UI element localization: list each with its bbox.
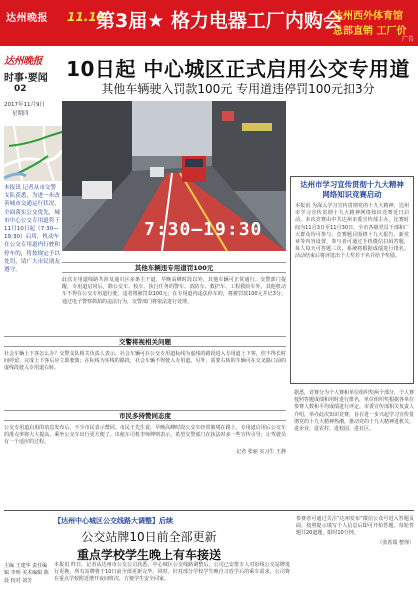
- section-2-body: 社会车辆上下客怎么办？交警支队相关负责人表示，社会车辆可在公交专用道标线为虚线的路段进入专用道上下客，但不得长时间停留，完成上下客后应立即驶离；在标线为实线的路段，社会车辆不得驶入专用道。另外，需要右转的车辆可在交叉路口前的虚线段驶入专用道右转。: [4, 351, 286, 372]
- issue-date: 2017年11月9日: [4, 102, 45, 108]
- ad-date: 11.18: [67, 10, 105, 24]
- sidebar-footer: [296, 516, 414, 547]
- sidebar-title-line2: 网络知识竞赛启动: [322, 190, 382, 199]
- ad-brand: 达州晚报: [6, 13, 48, 24]
- section-1-body: 此次专用道线路共涉及通川区多条主干道，早晚高峰时段以外，其他车辆可正常通行。交警部门提醒，专用道启用后，除公交车、校车、执行任务的警车、消防车、救护车、工程救险车外，其他机动车不得在公交专用道行驶，违者将被罚款100元；在专用道内违法停车的，将被罚款100元并记3分。通过电子警察抓拍的违法行为，交警部门将依法进行处理。: [62, 277, 286, 305]
- sidebar-continued: 据悉，竞赛分为个人赛和单位组织奖两个部分，个人赛按照答题成绩和用时进行排名，单位组织奖根据各单位参赛人数和平均成绩进行评定。市委宣传部相关负责人介绍，举办此次知识竞赛，旨在进一步兴起学习宣传贯彻党的十九大精神热潮，推动党的十九大精神进机关、进企业、进农村、进校园、进社区。: [294, 390, 415, 433]
- sidebar-title-line1: 达州市学习宣传贯彻十九大精神: [300, 180, 404, 189]
- bottom-article-body: 本报讯 昨日，记者从达州市公交公司获悉，中心城区公交线路调整后，公司已安排专人对沿线公交站牌进行更换，所有站牌将于10日前全部更新完毕。同时，针对部分学校学生晚自习放学后的乘车需求，公司将在重点学校附近增开夜间班次，方便学生安全回家。: [54, 562, 290, 583]
- bottom-article-tag: 【达州中心城区公交线路大调整】后续: [54, 517, 173, 525]
- sidebar-body: 本报讯 为深入学习宣传贯彻党的十九大精神，达州市学习宣传贯彻十九大精神网络知识竞赛近日启动。本次竞赛由中共达州市委宣传部主办，比赛时间为11月3日至11月30日，全市各级党员干部和广大群众均可参与。竞赛题目围绕十九大报告、新党章等内容设置，参与者可通过手机微信扫码答题，每人每天可答题三次，系统将根据成绩进行排名。活动结束后将评选出个人奖若干名并给予奖励。: [295, 203, 409, 260]
- section-1: [62, 262, 286, 306]
- masthead: [4, 52, 60, 122]
- editor-credits: 主编 王建华 责任编辑 李明 美术编辑 陈晨 校对 刘芳: [4, 563, 49, 584]
- section-1-title: 其他车辆违专用道罚100元: [62, 262, 286, 273]
- sidebar-footer-body: 参赛者可通过关注“达州发布”微信公众号进入答题页面，按照提示填写个人信息后即可开始答题。每轮答题共20道题，限时10分钟。: [296, 516, 414, 537]
- ad-slogan: 总部直销 工厂价: [333, 26, 407, 37]
- street-photo: [62, 101, 286, 251]
- ad-tag: 广告: [401, 36, 414, 43]
- sub-headline: 其他车辆驶入罚款100元 专用道违停罚100元扣3分: [101, 82, 375, 96]
- sidebar-footer-byline: （张希瑞 整理）: [377, 539, 414, 546]
- road-marking-time: 7:30—19:30: [144, 219, 263, 240]
- sidebar-article: [290, 176, 414, 384]
- section-3-title: 市民多持赞同态度: [4, 410, 286, 421]
- section-3-byline: 记者 张丽 实习生 王静: [236, 448, 286, 455]
- section-3-body: 公交专用道启用的消息发布后，不少市民表示赞同。市民王先生说，早晚高峰时段公交车经常被堵在路上，专用道启用后公交车的准点率将大大提高，乘坐公交车出行更方便了。出租车司机李师傅则表示，希望交警部门在执法时多一些宣传引导，让驾驶员有一个适应的过程。: [4, 425, 286, 446]
- issue-weekday: 星期四: [12, 111, 29, 117]
- ad-venue: 达州西外体育馆: [333, 11, 403, 22]
- newspaper-logo: 达州晚报: [4, 56, 42, 67]
- section-2: [4, 336, 286, 373]
- map-illustration: [4, 126, 64, 181]
- section-3: [4, 410, 286, 456]
- route-map: [4, 126, 64, 181]
- bottom-headline-2: 重点学校学生晚上有车接送: [76, 548, 221, 562]
- main-headline: 10日起 中心城区正式启用公交专用道: [66, 57, 410, 81]
- ad-headline: 第3届★ 格力电器工厂内购会: [96, 10, 342, 32]
- bottom-headline-1: 公交站牌10日前全部更新: [81, 530, 217, 544]
- section-name: 时事·要闻: [4, 73, 48, 84]
- section-2-title: 交警将视相关问题: [4, 336, 286, 347]
- top-ad-banner[interactable]: [0, 0, 418, 46]
- bottom-divider: [4, 510, 414, 511]
- page-number: 02: [14, 84, 27, 94]
- lead-summary: 本报讯 记者从市交警支队获悉，为进一步改善城市交通运行状况，全面落实公交优先，城市中心公交专用道将于11月10日起（7:30—19:30）启用，机动车在公交专用道内行驶和停车的，将按规定予以处罚，请广大市民朋友遵守。: [4, 185, 60, 274]
